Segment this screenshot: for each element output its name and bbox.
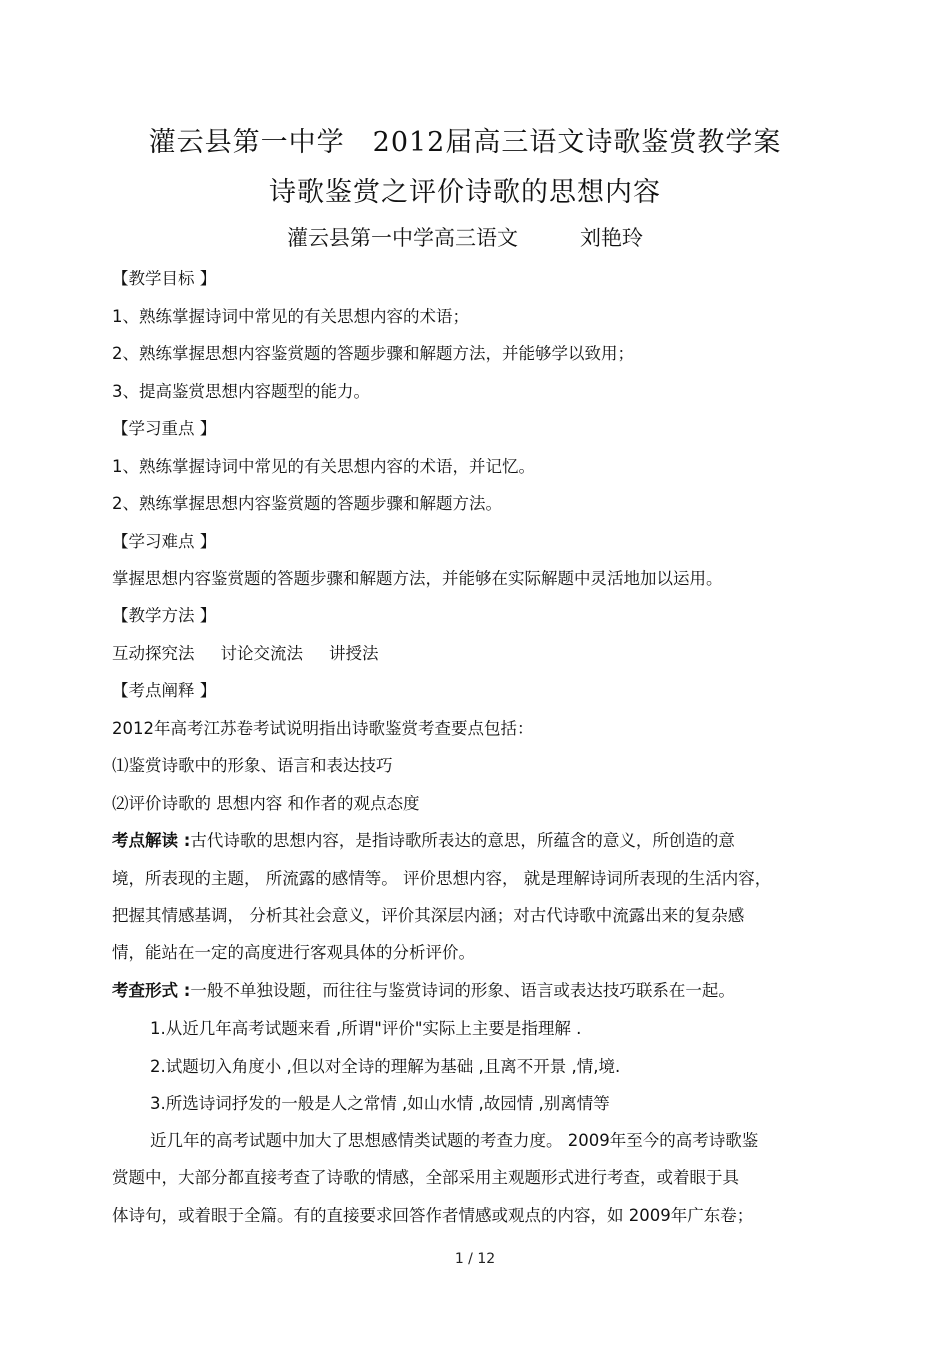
difficulties-text: 掌握思想内容鉴赏题的答题步骤和解题方法，并能够在实际解题中灵活地加以运用。 [112, 569, 723, 588]
objective-item: 3、提高鉴赏思想内容题型的能力。 [112, 382, 370, 401]
interpretation-text: 情，能站在一定的高度进行客观具体的分析评价。 [112, 943, 475, 962]
section-heading-methods: 【教学方法 】 [112, 606, 217, 625]
interpretation-text: 古代诗歌的思想内容，是指诗歌所表达的意思，所蕴含的意义，所创造的意 [190, 831, 735, 850]
paragraph-line: 赏题中，大部分都直接考查了诗歌的情感，全部采用主观题形式进行考查，或着眼于具 [112, 1168, 739, 1187]
section-heading-exam-points: 【考点阐释 】 [112, 681, 217, 700]
objective-item: 1、熟练掌握诗词中常见的有关思想内容的术语； [112, 307, 469, 326]
paragraph-line: 体诗句，或着眼于全篇。有的直接要求回答作者情感或观点的内容，如 2009年广东卷； [112, 1206, 754, 1225]
exam-point-item: ⑴鉴赏诗歌中的形象、语言和表达技巧 [112, 756, 393, 775]
method-item: 讨论交流法 [220, 644, 303, 663]
numbered-item: 3.所选诗词抒发的一般是人之常情 ,如山水情 ,故园情 ,别离情等 [150, 1094, 610, 1113]
method-item: 讲授法 [329, 644, 379, 663]
form-label: 考查形式 : [112, 981, 191, 1000]
paragraph-line: 近几年的高考试题中加大了思想感情类试题的考查力度。 2009年至今的高考诗歌鉴 [150, 1131, 759, 1150]
key-point-item: 2、熟练掌握思想内容鉴赏题的答题步骤和解题方法。 [112, 494, 502, 513]
interpretation-text: 境，所表现的主题， 所流露的感情等。 评价思想内容， 就是理解诗词所表现的生活内容， [112, 869, 772, 888]
method-item: 互动探究法 [112, 644, 195, 663]
section-heading-objectives: 【教学目标 】 [112, 269, 217, 288]
author-line [0, 222, 930, 252]
interpretation-text: 把握其情感基调， 分析其社会意义，评价其深层内涵；对古代诗歌中流露出来的复杂感 [112, 906, 745, 925]
interpretation-line [112, 830, 735, 852]
document-subtitle: 诗歌鉴赏之评价诗歌的思想内容 [269, 177, 661, 208]
page-indicator: 1 / 12 [454, 1251, 496, 1267]
form-line [112, 980, 735, 1002]
interpretation-label: 考点解读 : [112, 831, 191, 850]
section-heading-key-points: 【学习重点 】 [112, 419, 217, 438]
exam-point-item: ⑵评价诗歌的 思想内容 和作者的观点态度 [112, 794, 420, 813]
numbered-item: 2.试题切入角度小 ,但以对全诗的理解为基础 ,且离不开景 ,情,境. [150, 1057, 621, 1076]
objective-item: 2、熟练掌握思想内容鉴赏题的答题步骤和解题方法，并能够学以致用； [112, 344, 634, 363]
author-name: 刘艳玲 [580, 226, 643, 250]
methods-list [112, 643, 379, 665]
section-heading-difficulties: 【学习难点 】 [112, 532, 217, 551]
numbered-item: 1.从近几年高考试题来看 ,所谓"评价"实际上主要是指理解 . [150, 1019, 582, 1038]
document-title: 灌云县第一中学 2012届高三语文诗歌鉴赏教学案 [148, 127, 782, 158]
exam-intro: 2012年高考江苏卷考试说明指出诗歌鉴赏考查要点包括： [112, 719, 534, 738]
key-point-item: 1、熟练掌握诗词中常见的有关思想内容的术语，并记忆。 [112, 457, 535, 476]
author-org: 灌云县第一中学高三语文 [287, 226, 518, 250]
form-text: 一般不单独设题，而往往与鉴赏诗词的形象、语言或表达技巧联系在一起。 [190, 981, 735, 1000]
